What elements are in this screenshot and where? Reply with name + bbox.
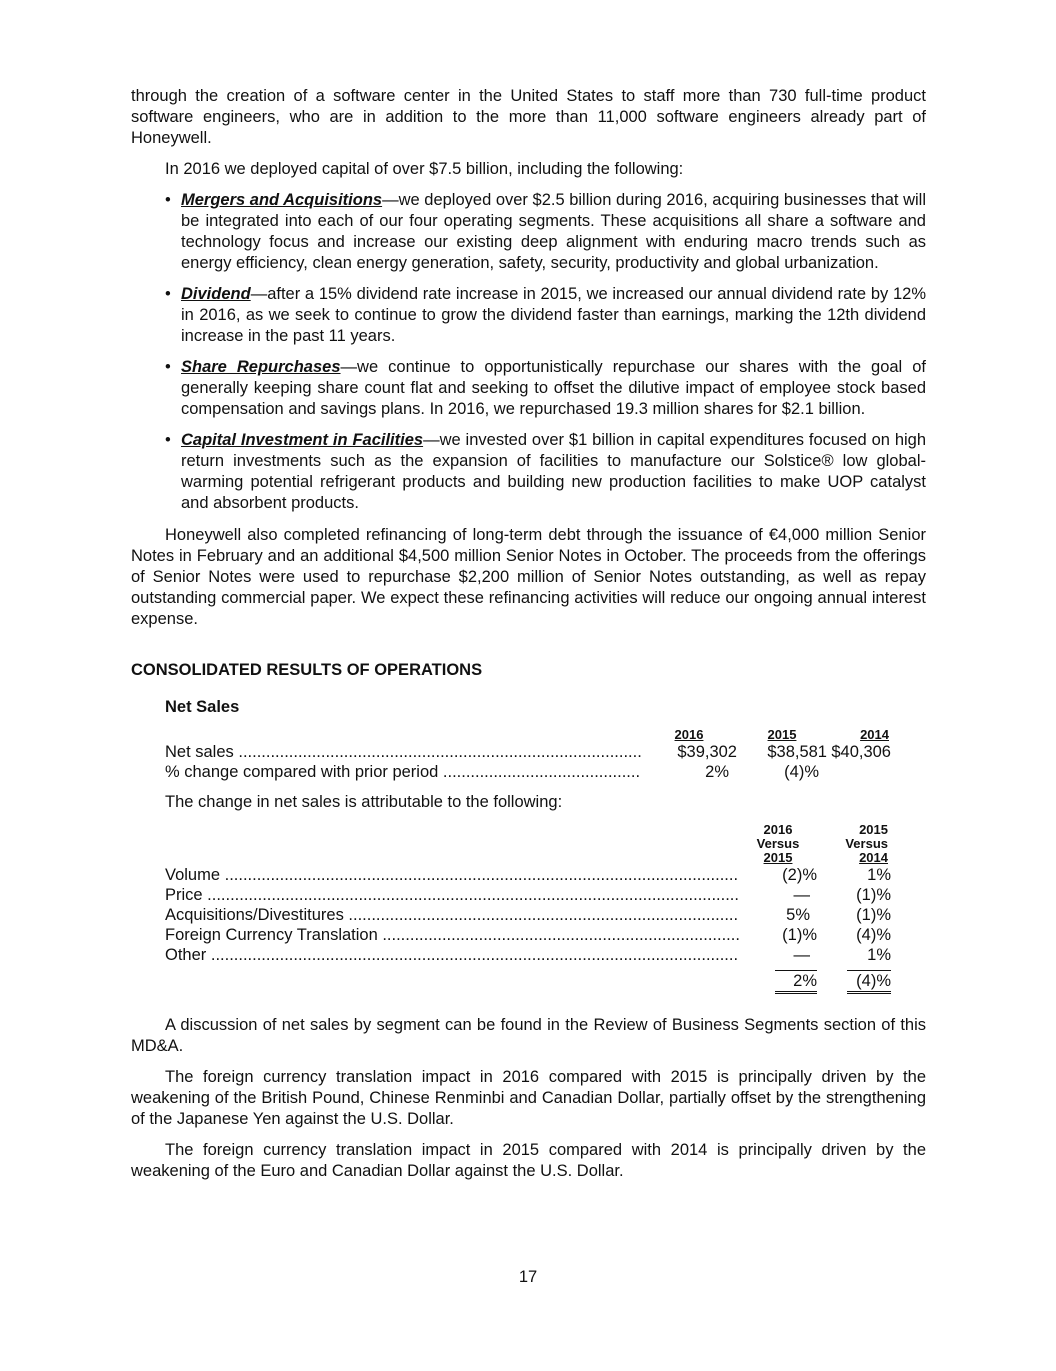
table-row bbox=[165, 762, 891, 782]
column-header: Versus bbox=[845, 836, 888, 851]
table-row bbox=[165, 945, 891, 965]
segments-paragraph: A discussion of net sales by segment can be found in the Review of Business Segments section of this MD&A. bbox=[131, 1016, 926, 1055]
cell-value: (1)% bbox=[782, 926, 817, 944]
cell-value: — bbox=[793, 886, 810, 904]
bullet-title: Dividend bbox=[181, 285, 251, 303]
bullet-mergers bbox=[131, 190, 926, 274]
page-number: 17 bbox=[518, 1268, 538, 1286]
table-header-row bbox=[165, 823, 891, 865]
refinancing-paragraph: Honeywell also completed refinancing of long-term debt through the issuance of €4,000 million Senior Notes in February and an additional $4,500 million Senior Notes in October. The proceeds from the offerings of Senior Notes were used to repurchase $2,200 million of Senior Notes outstanding, as well as repay outstanding commercial paper. We expect these refinancing activities will reduce our ongoing annual interest expense. bbox=[131, 526, 926, 628]
row-label: Price ..... bbox=[165, 885, 739, 905]
row-label: Other ..... bbox=[165, 945, 739, 965]
bullet-text: —after a 15% dividend rate increase in 2015, we increased our annual dividend rate by 12% in 2016, as we seek to continue to grow the dividend faster than earnings, marking the 12th dividend increase in the past 11 years. bbox=[181, 285, 926, 345]
bullet-icon: • bbox=[165, 358, 171, 376]
capital-intro: In 2016 we deployed capital of over $7.5 billion, including the following: bbox=[165, 160, 684, 178]
table-row bbox=[165, 885, 891, 905]
column-header: 2015 bbox=[763, 850, 793, 865]
bullet-icon: • bbox=[165, 431, 171, 449]
bullet-title: Mergers and Acquisitions bbox=[181, 191, 383, 209]
fx-2016-paragraph: The foreign currency translation impact in 2016 compared with 2015 is principally driven by the weakening of the British Pound, Chinese Renminbi and Canadian Dollar, partially offset by the strengthening of the Japanese Yen against the U.S. Dollar. bbox=[131, 1068, 926, 1128]
column-header: Versus bbox=[756, 836, 800, 851]
row-label: % change compared with prior period ..... bbox=[165, 762, 641, 782]
bullet-title: Capital Investment in Facilities bbox=[181, 431, 424, 449]
cell-value: 1% bbox=[867, 866, 891, 884]
bullet-icon: • bbox=[165, 191, 171, 209]
cell-value: $39,302 bbox=[677, 743, 737, 761]
bullet-dividend bbox=[131, 284, 926, 347]
column-header: 2016 bbox=[674, 727, 704, 742]
table-row bbox=[165, 742, 891, 762]
table-total-row bbox=[165, 965, 891, 994]
table-row bbox=[165, 865, 891, 885]
bullet-text: —we invested over $1 billion in capital expenditures focused on high return investments such as the expansion of facilities to manufacture our Solstice® low global-warming potential refrigerant products and building new production facilities to make UOP catalyst and absorbent products. bbox=[181, 431, 927, 512]
cell-value: (2)% bbox=[782, 866, 817, 884]
table-row bbox=[165, 925, 891, 945]
row-label: Acquisitions/Divestitures ..... bbox=[165, 905, 739, 925]
cell-value: 1% bbox=[867, 946, 891, 964]
row-label: Foreign Currency Translation ..... bbox=[165, 925, 739, 945]
bullet-capital-investment bbox=[131, 430, 926, 514]
table-row bbox=[165, 905, 891, 925]
cell-value: 2% bbox=[705, 763, 729, 781]
column-header: 2014 bbox=[860, 727, 889, 742]
bullet-text: —we continue to opportunistically repurchase our shares with the goal of generally keeping share count flat and seeking to offset the dilutive impact of employee stock based compensation and savings plans. In 2016, we repurchased 19.3 million shares for $2.1 billion. bbox=[181, 358, 927, 418]
column-header: 2016 bbox=[763, 822, 793, 837]
cell-value: (4)% bbox=[856, 926, 891, 944]
bullet-share-repurchases bbox=[131, 357, 926, 420]
fx-2015-paragraph: The foreign currency translation impact in 2015 compared with 2014 is principally driven by the weakening of the Euro and Canadian Dollar against the U.S. Dollar. bbox=[131, 1141, 926, 1180]
net-sales-table bbox=[165, 728, 891, 782]
attribution-table bbox=[165, 823, 891, 994]
cell-value: (4)% bbox=[784, 763, 819, 781]
cell-value bbox=[827, 762, 891, 782]
cell-value: $40,306 bbox=[831, 743, 891, 761]
column-header: 2015 bbox=[767, 727, 797, 742]
column-header: 2014 bbox=[859, 850, 888, 865]
capital-deployment-list bbox=[131, 190, 926, 514]
cell-value: (1)% bbox=[856, 886, 891, 904]
bullet-text: —we deployed over $2.5 billion during 2016, acquiring businesses that will be integrated into each of our four operating segments. These acquisitions all share a software and technology focus and increase our existing deep alignment with enduring macro trends such as energy efficiency, clean energy generation, safety, security, productivity and global urbanization. bbox=[181, 191, 927, 272]
table-header-row bbox=[165, 728, 891, 742]
section-heading: CONSOLIDATED RESULTS OF OPERATIONS bbox=[131, 661, 483, 679]
cell-value: — bbox=[793, 946, 810, 964]
row-label: Volume ..... bbox=[165, 865, 739, 885]
bullet-title: Share Repurchases bbox=[181, 358, 341, 376]
cell-value: 5% bbox=[786, 906, 810, 924]
total-value: (4)% bbox=[847, 970, 891, 994]
intro-continuation: through the creation of a software center in the United States to staff more than 730 full-time product software engineers, who are in addition to the more than 11,000 software engineers already part of Honeywell. bbox=[131, 87, 926, 147]
bullet-icon: • bbox=[165, 285, 171, 303]
cell-value: $38,581 bbox=[767, 743, 827, 761]
document-page bbox=[131, 86, 926, 1192]
row-label: Net sales ..... bbox=[165, 742, 641, 762]
cell-value: (1)% bbox=[856, 906, 891, 924]
column-header: 2015 bbox=[859, 822, 888, 837]
net-sales-subheading: Net Sales bbox=[165, 698, 240, 716]
attrib-intro: The change in net sales is attributable to the following: bbox=[165, 793, 563, 811]
total-value: 2% bbox=[775, 970, 817, 994]
